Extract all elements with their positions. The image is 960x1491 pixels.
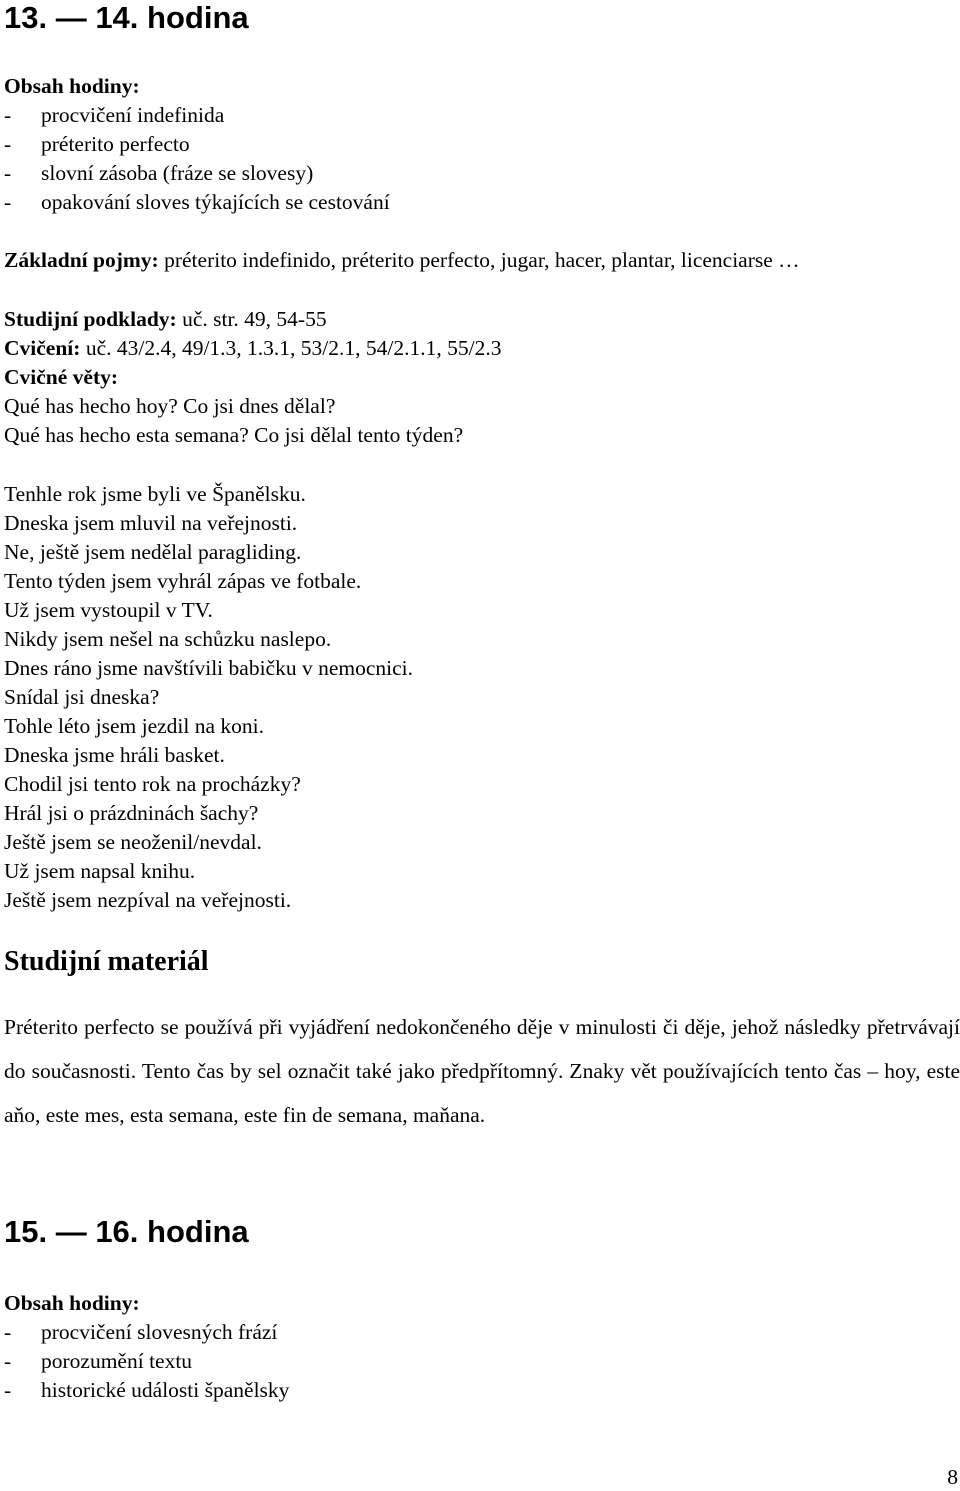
obsah-item: - préterito perfecto (4, 132, 190, 156)
sentence: Hrál jsi o prázdninách šachy? (4, 801, 259, 825)
obsah-label: Obsah hodiny: (4, 74, 140, 98)
lesson-heading-15-16: 15. — 16. hodina (4, 1214, 249, 1249)
lesson-heading-13-14: 13. — 14. hodina (4, 0, 249, 35)
studijni-material-paragraph: Préterito perfecto se používá při vyjádření nedokončeného děje v minulosti či děje, jehož následky přetrvávají do současnosti. Tento čas by sel označit také jako předpřítomný. Znaky vět používajících tento čas – hoy, este aňo, este mes, esta semana, este fin de semana, maňana. (4, 1015, 960, 1127)
cvicna-veta: Qué has hecho hoy? Co jsi dnes dělal? (4, 394, 336, 418)
sentence: Už jsem vystoupil v TV. (4, 598, 213, 622)
sentence: Ne, ještě jsem nedělal paragliding. (4, 540, 302, 564)
cvicne-vety-label: Cvičné věty: (4, 365, 119, 389)
sentence: Ještě jsem se neoženil/nevdal. (4, 830, 262, 854)
sentence: Ještě jsem nezpíval na veřejnosti. (4, 888, 292, 912)
sentence: Tento týden jsem vyhrál zápas ve fotbale. (4, 569, 362, 593)
cviceni: Cvičení: uč. 43/2.4, 49/1.3, 1.3.1, 53/2.1, 54/2.1.1, 55/2.3 (4, 336, 502, 360)
obsah-item: - slovní zásoba (fráze se slovesy) (4, 161, 314, 185)
obsah-item: - opakování sloves týkajících se cestování (4, 190, 390, 214)
sentence: Dnes ráno jsme navštívili babičku v nemocnici. (4, 656, 414, 680)
sentence: Dneska jsem mluvil na veřejnosti. (4, 511, 298, 535)
sentence: Tohle léto jsem jezdil na koni. (4, 714, 265, 738)
obsah-item: - procvičení indefinida (4, 103, 225, 127)
studijni-material-title: Studijní materiál (4, 946, 209, 977)
obsah-item: - procvičení slovesných frází (4, 1320, 278, 1344)
sentence: Tenhle rok jsme byli ve Španělsku. (4, 482, 306, 506)
zakladni-pojmy: Základní pojmy: préterito indefinido, préterito perfecto, jugar, hacer, plantar, licenciarse … (4, 248, 800, 272)
sentence: Snídal jsi dneska? (4, 685, 160, 709)
obsah-label-2: Obsah hodiny: (4, 1291, 140, 1315)
sentence: Dneska jsme hráli basket. (4, 743, 225, 767)
sentence: Chodil jsi tento rok na procházky? (4, 772, 301, 796)
obsah-item: - historické události španělsky (4, 1378, 290, 1402)
page-number: 8 (947, 1465, 958, 1489)
obsah-item: - porozumění textu (4, 1349, 193, 1373)
sentence: Už jsem napsal knihu. (4, 859, 196, 883)
cvicna-veta: Qué has hecho esta semana? Co jsi dělal tento týden? (4, 423, 464, 447)
studijni-podklady: Studijní podklady: uč. str. 49, 54-55 (4, 307, 327, 331)
sentence: Nikdy jsem nešel na schůzku naslepo. (4, 627, 332, 651)
